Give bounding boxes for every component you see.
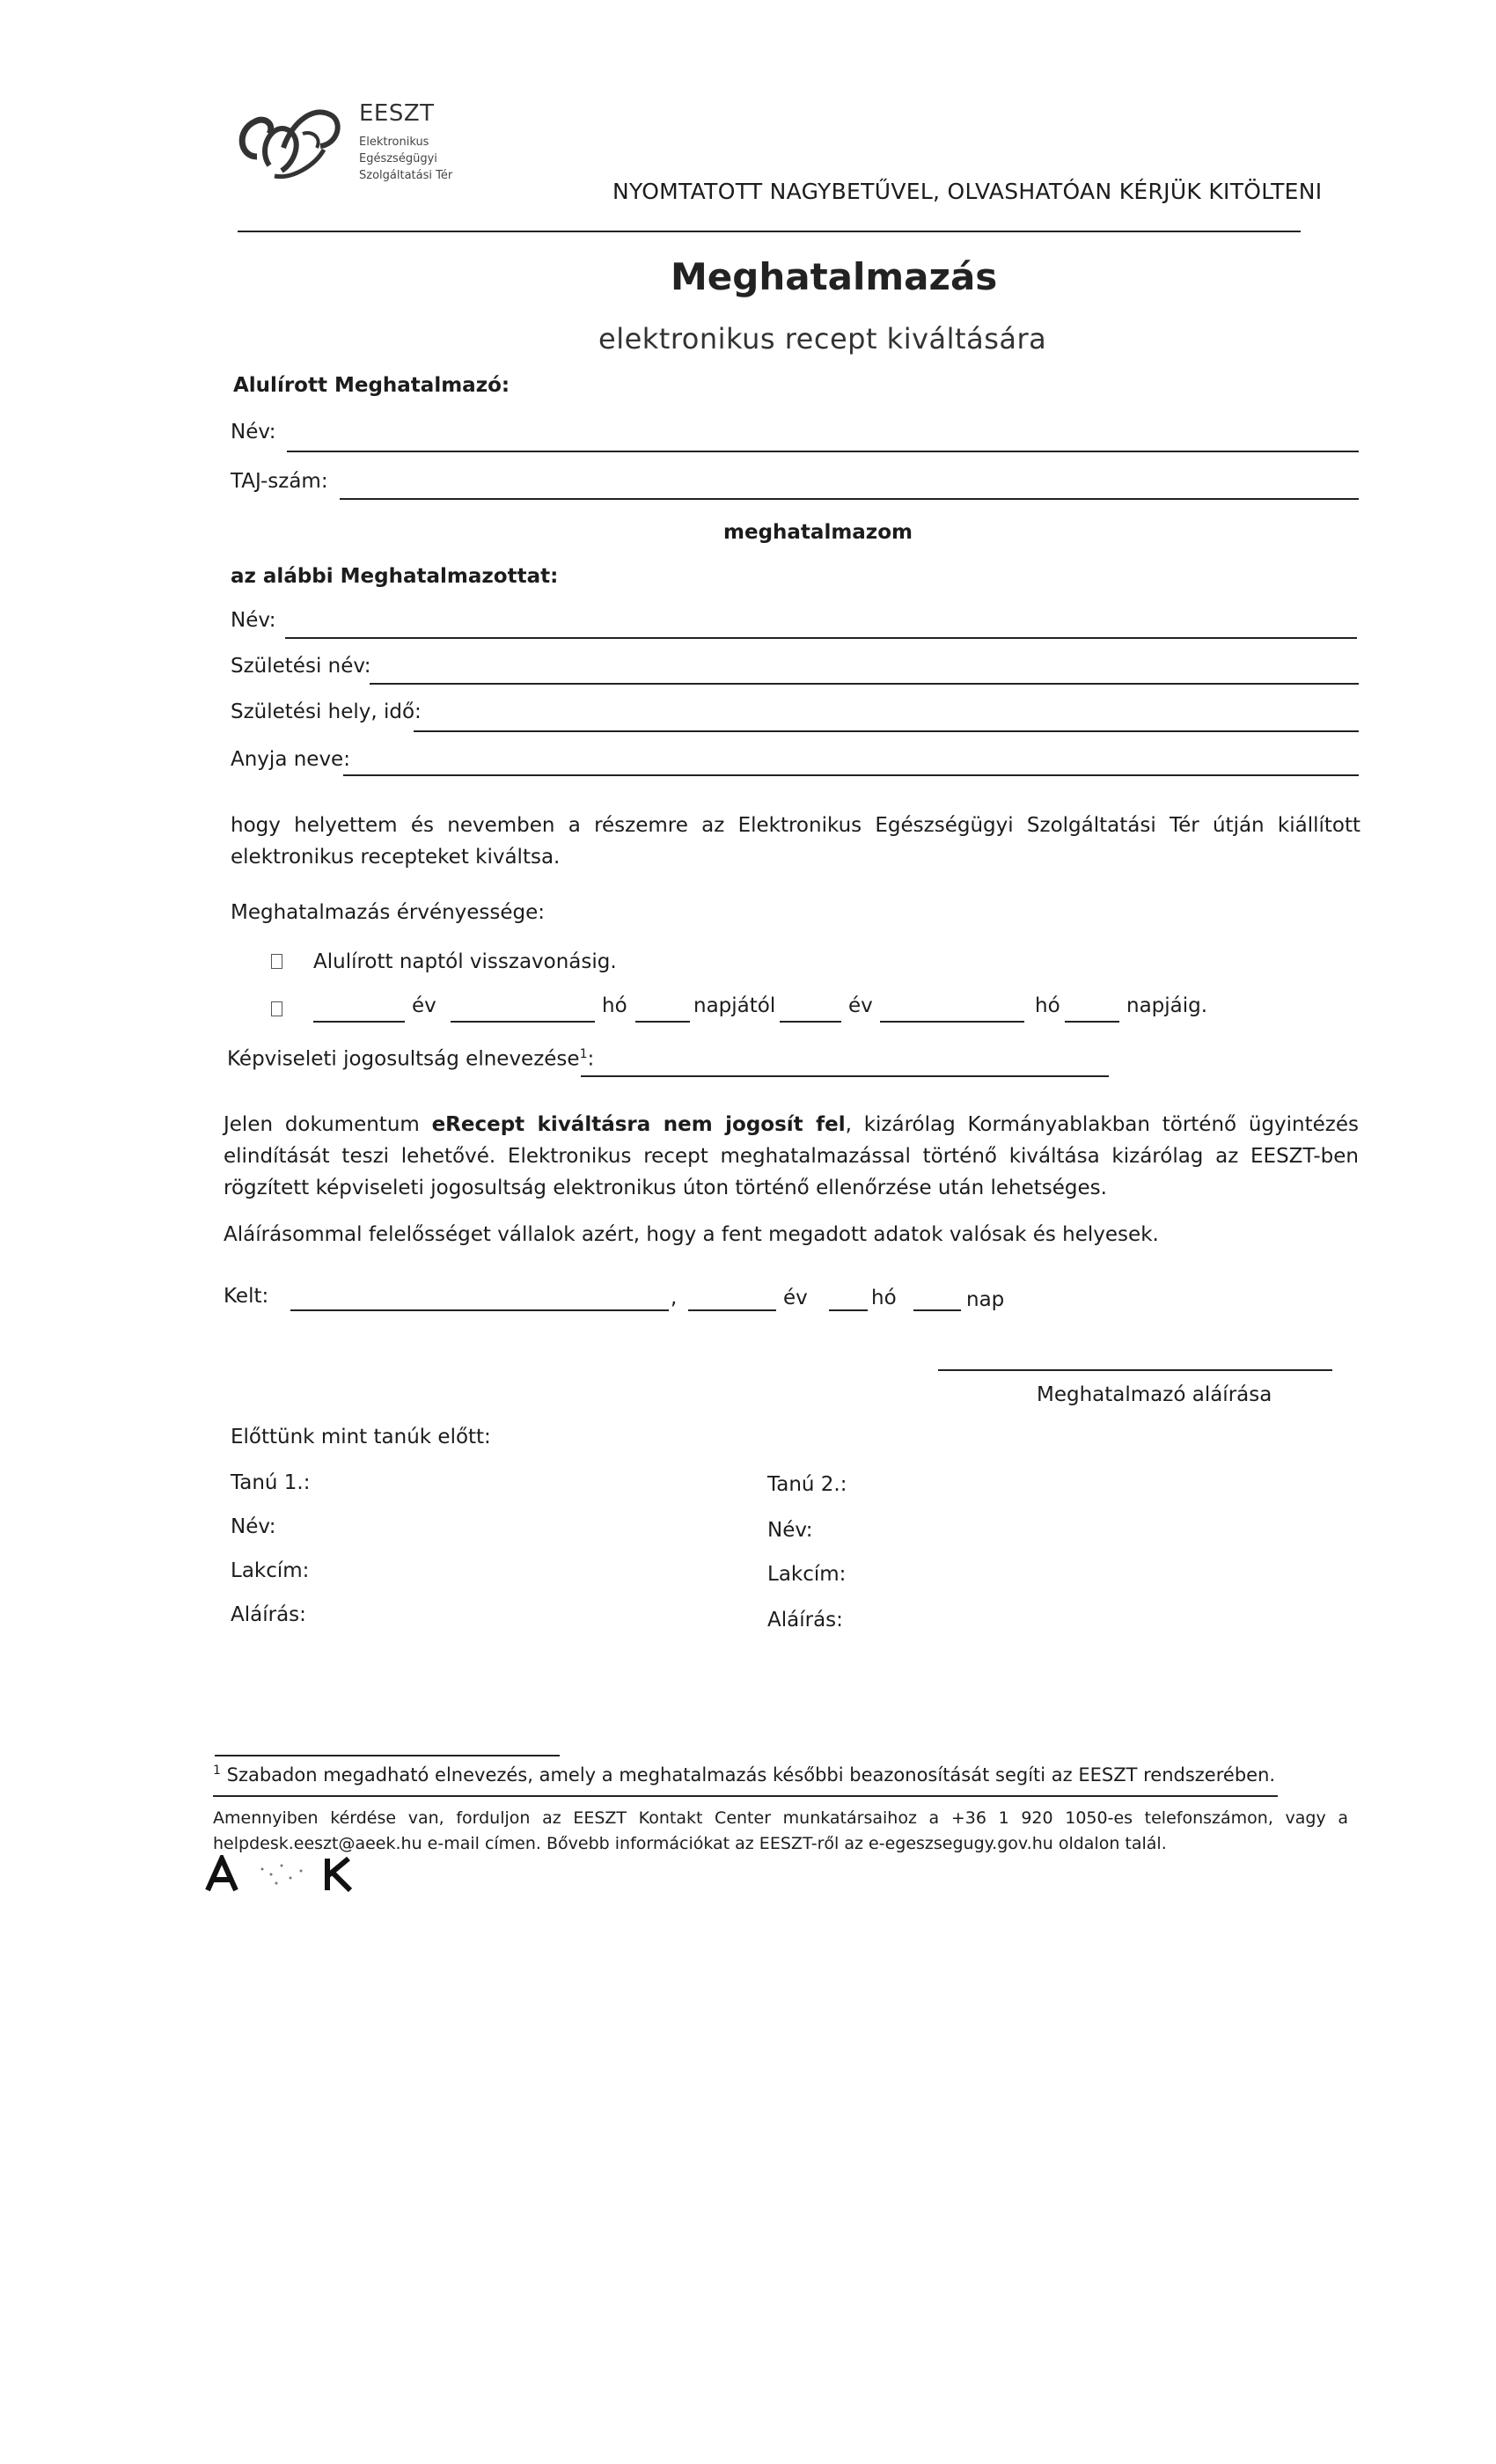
- purpose-text: hogy helyettem és nevemben a részemre az Elektronikus Egészségügyi Szolgáltatási Tér útján kiállított elektronikus recepteket kiváltsa.: [231, 814, 1360, 869]
- footer-contact: Amennyiben kérdése van, forduljon az EESZT Kontakt Center munkatársaihoz a +36 1 920 1050-es telefonszámon, vagy a helpdesk.eeszt@aeek.hu e-mail címen. Bővebb információkat az EESZT-ről az e-egeszsegugy.gov.hu oldalon talál.: [213, 1808, 1348, 1853]
- witness2-signature-label: Aláírás:: [767, 1609, 843, 1632]
- witness1-address-label: Lakcím:: [231, 1559, 310, 1582]
- footnote-rule: [215, 1755, 560, 1756]
- grantor-taj-label: TAJ-szám:: [231, 470, 328, 493]
- validity-ho1: hó: [602, 994, 627, 1017]
- grantor-name-label: Név:: [231, 421, 276, 444]
- validity-option1-label: Alulírott naptól visszavonásig.: [313, 950, 617, 973]
- logo-name: EESZT: [359, 100, 435, 127]
- fill-instruction: NYOMTATOTT NAGYBETŰVEL, OLVASHATÓAN KÉRJÜK KITÖLTENI: [612, 179, 1323, 204]
- representation-footnote-ref: 1: [579, 1047, 588, 1061]
- representation-colon: :: [587, 1047, 595, 1071]
- date-ev: év: [783, 1287, 808, 1309]
- footnote: [213, 1764, 1275, 1786]
- validity-option2-checkbox[interactable]: [271, 1001, 282, 1020]
- grantee-name-field[interactable]: [285, 637, 1357, 639]
- authorize-word: meghatalmazom: [723, 521, 913, 544]
- aeek-logo-icon: [204, 1855, 354, 1894]
- date-label: Kelt:: [224, 1285, 269, 1308]
- validity-heading: Meghatalmazás érvényessége:: [231, 901, 546, 924]
- logo-subtitle-2: Egészségügyi: [359, 152, 437, 165]
- date-ho: hó: [871, 1287, 897, 1309]
- validity-to-month-field[interactable]: [880, 1021, 1024, 1023]
- validity-ev2: év: [848, 994, 873, 1017]
- validity-to-day-field[interactable]: [1065, 1021, 1119, 1023]
- footnote-text: Szabadon megadható elnevezés, amely a meghatalmazás későbbi beazonosítását segíti az EESZT rendszerében.: [226, 1764, 1276, 1786]
- witness1-signature-label: Aláírás:: [231, 1603, 306, 1626]
- logo-subtitle-3: Szolgáltatási Tér: [359, 169, 453, 182]
- logo-subtitle-1: Elektronikus: [359, 136, 429, 149]
- eeszt-logo-icon: [231, 95, 354, 192]
- page-title: Meghatalmazás: [671, 255, 998, 298]
- notice-bold: eRecept kiváltásra nem jogosít fel: [431, 1113, 846, 1136]
- eeszt-logo: [231, 95, 354, 192]
- grantee-birth-name-label: Születési név:: [231, 655, 371, 678]
- responsibility-text: Aláírásommal felelősséget vállalok azért, hogy a fent megadott adatok valósak és helyesek.: [224, 1223, 1159, 1246]
- validity-ev1: év: [412, 994, 436, 1017]
- grantor-heading: Alulírott Meghatalmazó:: [233, 374, 510, 397]
- date-day-field[interactable]: [913, 1309, 961, 1311]
- validity-option1-checkbox[interactable]: [271, 954, 282, 972]
- date-month-field[interactable]: [829, 1309, 868, 1311]
- grantee-mother-label: Anyja neve:: [231, 748, 350, 771]
- grantee-birth-place-label: Születési hely, idő:: [231, 700, 422, 723]
- grantee-heading: az alábbi Meghatalmazottat:: [231, 565, 559, 588]
- grantee-mother-field[interactable]: [343, 774, 1359, 776]
- date-year-field[interactable]: [688, 1309, 776, 1311]
- header-rule: [238, 231, 1301, 232]
- witness1-title: Tanú 1.:: [231, 1471, 311, 1494]
- witness1-name-label: Név:: [231, 1515, 276, 1538]
- grantor-name-field[interactable]: [287, 451, 1359, 452]
- witness2-name-label: Név:: [767, 1519, 813, 1542]
- notice-part2: , kizárólag Kormányablakban történő ügyintézés elindítását teszi lehetővé. Elektronikus recept meghatalmazással történő kiváltása kizárólag az EESZT-ben rögzített képviseleti jogosultság elektronikus úton történő ellenőrzése után lehetséges.: [224, 1113, 1359, 1199]
- representation-label-text: Képviseleti jogosultság elnevezése: [227, 1047, 580, 1071]
- validity-napjaig: napjáig.: [1126, 994, 1208, 1017]
- validity-napjatol: napjától: [693, 994, 776, 1017]
- notice-text: [224, 1109, 1359, 1204]
- representation-field[interactable]: [581, 1075, 1109, 1077]
- validity-from-day-field[interactable]: [635, 1021, 690, 1023]
- footnote-number: 1: [213, 1764, 221, 1778]
- signature-field[interactable]: [938, 1369, 1332, 1371]
- representation-label: [227, 1047, 594, 1071]
- validity-from-month-field[interactable]: [451, 1021, 595, 1023]
- aeek-logo: [204, 1855, 354, 1897]
- grantee-birth-place-field[interactable]: [414, 730, 1359, 732]
- grantee-birth-name-field[interactable]: [370, 683, 1359, 685]
- notice-part1: Jelen dokumentum: [224, 1113, 432, 1136]
- witnesses-heading: Előttünk mint tanúk előtt:: [231, 1426, 491, 1448]
- witness2-address-label: Lakcím:: [767, 1563, 847, 1586]
- date-nap: nap: [966, 1288, 1005, 1311]
- signature-label: Meghatalmazó aláírása: [1037, 1383, 1272, 1406]
- page-subtitle: elektronikus recept kiváltására: [598, 322, 1047, 356]
- date-place-field[interactable]: [290, 1309, 669, 1311]
- validity-ho2: hó: [1035, 994, 1060, 1017]
- grantee-name-label: Név:: [231, 609, 276, 632]
- grantor-taj-field[interactable]: [340, 498, 1359, 500]
- footer-rule: [213, 1795, 1278, 1797]
- validity-to-year-field[interactable]: [780, 1021, 841, 1023]
- date-comma: ,: [671, 1287, 678, 1309]
- witness2-title: Tanú 2.:: [767, 1473, 847, 1496]
- validity-from-year-field[interactable]: [313, 1021, 405, 1023]
